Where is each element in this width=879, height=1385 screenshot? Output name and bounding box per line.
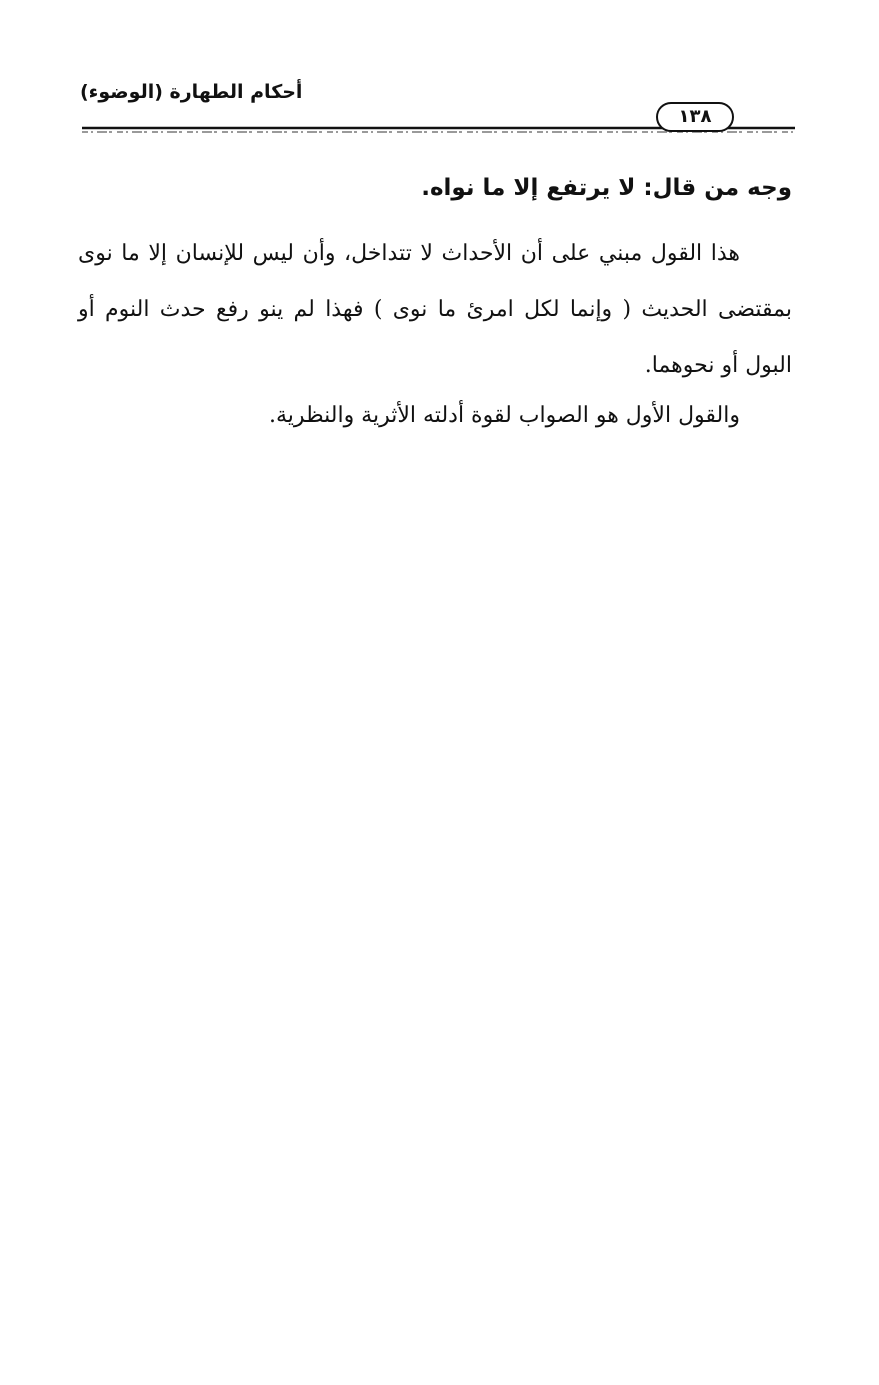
section-heading: وجه من قال: لا يرتفع إلا ما نواه. [421, 175, 792, 201]
body-text [78, 166, 792, 444]
page-number-badge: ١٣٨ [656, 102, 734, 132]
paragraph-2: والقول الأول هو الصواب لقوة أدلته الأثرية والنظرية. [269, 403, 740, 428]
paragraph-1: هذا القول مبني على أن الأحداث لا تتداخل، وأن ليس للإنسان إلا ما نوى بمقتضى الحديث ( وإنما لكل امرئ ما نوى ) فهذا لم ينو رفع حدث النوم أو البول أو نحوهما. [78, 241, 792, 378]
running-head-title: أحكام الطهارة (الوضوء) [80, 81, 303, 103]
